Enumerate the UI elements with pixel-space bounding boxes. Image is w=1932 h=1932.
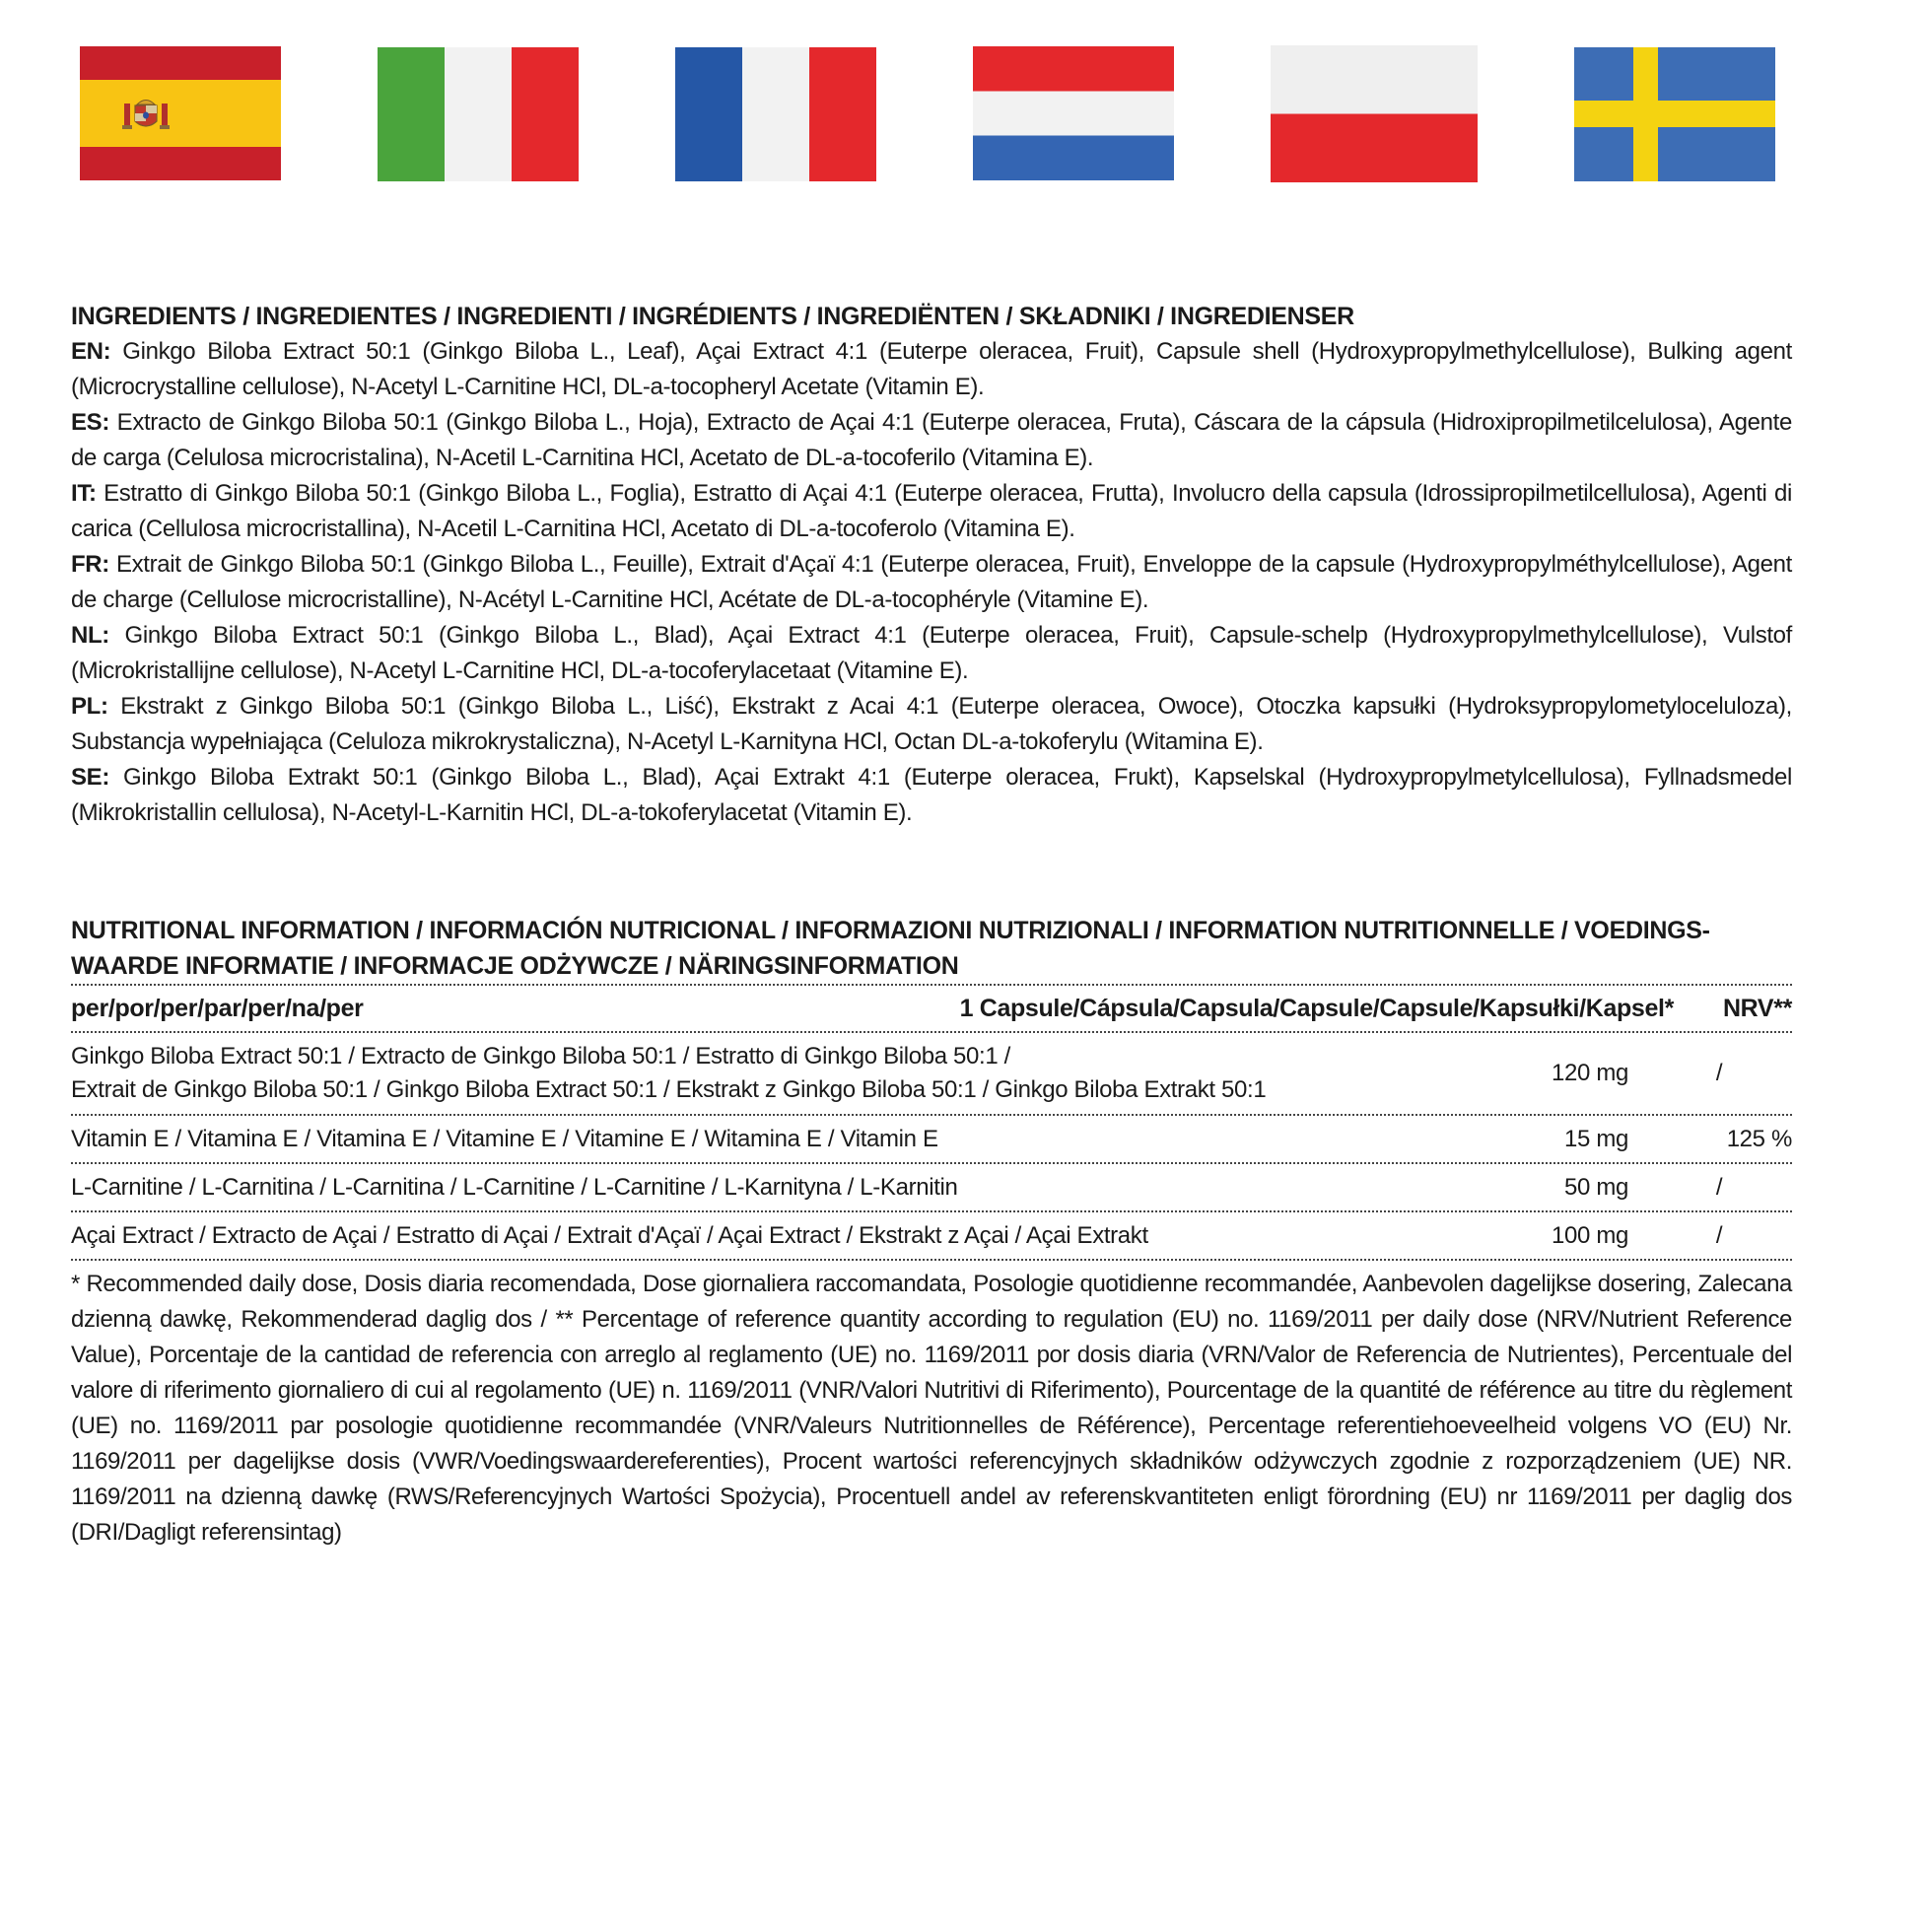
france-flag-icon [675,47,876,181]
ingredients-list [71,334,1792,831]
table-row [71,1033,1792,1114]
header-nrv: NRV** [1722,994,1792,1022]
row-name: L-Carnitine / L-Carnitina / L-Carnitina / L-Carnitine / L-Carnitine / L-Karnityna / L-Karnitin [71,1173,958,1201]
nutrition-heading [71,913,1792,984]
ingredient-se: SE: Ginkgo Biloba Extrakt 50:1 (Ginkgo Biloba L., Blad), Açai Extrakt 4:1 (Euterpe oleracea, Frukt), Kapselskal (Hydroxypropylmetylcellulosa), Fyllnadsmedel (Mikrokristallin cellulosa), N-Acetyl-L-Karnitin HCl, DL-a-tokoferylacetat (Vitamin E). [71,764,1792,826]
netherlands-flag-icon [973,46,1174,180]
ingredient-it: IT: Estratto di Ginkgo Biloba 50:1 (Ginkgo Biloba L., Foglia), Estratto di Açai 4:1 (Euterpe oleracea, Frutta), Involucro della capsula (Idrossipropilmetilcellulosa), Agenti di carica (Cellulosa microcristallina), N-Acetil L-Carnitina HCl, Acetato di DL-a-tocoferolo (Vitamina E). [71,480,1792,542]
row-name: Ginkgo Biloba Extract 50:1 / Extracto de Ginkgo Biloba 50:1 / Estratto di Ginkgo Biloba 50:1 / Extrait de Ginkgo Biloba 50:1 / Ginkgo Biloba Extract 50:1 / Ekstrakt z Ginkgo Biloba 50:1 / Ginkgo Biloba Extrakt 50:1 [71,1043,1267,1103]
table-row [71,1164,1792,1210]
row-nrv: / [1715,1173,1723,1201]
nutrition-footnote: * Recommended daily dose, Dosis diaria recomendada, Dose giornaliera raccomandata, Posologie quotidienne recommandée, Aanbevolen dagelijkse dosering, Zalecana dzienną dawkę, Rekommenderad daglig dos / ** Percentage of reference quantity according to regulation (EU) no. 1169/2011 per daily dose (NRV/Nutrient Reference Value), Porcentaje de la cantidad de referencia con arreglo al reglamento (UE) no. 1169/2011 por dosis diaria (VRN/Valor de Referencia de Nutrientes), Percentuale del valore di riferimento giornaliero di cui al regolamento (UE) n. 1169/2011 (VNR/Valori Nutritivi di Riferimento), Pourcentage de la quantité de référence au titre du règlement (UE) no. 1169/2011 par posologie quotidienne recommandée (VNR/Valeurs Nutritionnelles de Référence), Percentage referentiehoeveelheid volgens VO (EU) Nr. 1169/2011 per dagelijkse dosis (VWR/Voedingswaardereferenties), Procent wartości referencyjnych składników odżywczych zgodnie z rozporządzeniem (UE) NR. 1169/2011 na dzienną dawkę (RWS/Referencyjnych Wartości Spożycia), Procentuell andel av referenskvantiteten enligt förordning (EU) nr 1169/2011 per daglig dos (DRI/Dagligt referensintag) [71,1271,1792,1546]
italy-flag-icon [378,47,579,181]
ingredients-heading: INGREDIENTS / INGREDIENTES / INGREDIENTI / INGRÉDIENTS / INGREDIËNTEN / SKŁADNIKI / INGREDIENSER [71,303,1354,330]
ingredient-fr: FR: Extrait de Ginkgo Biloba 50:1 (Ginkgo Biloba L., Feuille), Extrait d'Açaï 4:1 (Euterpe oleracea, Fruit), Enveloppe de la capsule (Hydroxypropylméthylcellulose), Agent de charge (Cellulose microcristalline), N-Acétyl L-Carnitine HCl, Acétate de DL-a-tocophéryle (Vitamine E). [71,551,1792,613]
row-name: Vitamin E / Vitamina E / Vitamina E / Vitamine E / Vitamine E / Witamina E / Vitamin E [71,1125,938,1152]
row-amount: 15 mg [1564,1125,1628,1152]
spain-coat-of-arms-icon [121,96,171,133]
nutrition-table-header [71,986,1792,1031]
spain-flag-icon [80,46,281,180]
ingredient-nl: NL: Ginkgo Biloba Extract 50:1 (Ginkgo Biloba L., Blad), Açai Extract 4:1 (Euterpe oleracea, Fruit), Capsule-schelp (Hydroxypropylmethylcellulose), Vulstof (Microkristallijne cellulose), N-Acetyl L-Carnitine HCl, DL-a-tocoferylacetaat (Vitamine E). [71,622,1792,684]
ingredient-en: EN: Ginkgo Biloba Extract 50:1 (Ginkgo Biloba L., Leaf), Açai Extract 4:1 (Euterpe oleracea, Fruit), Capsule shell (Hydroxypropylmethylcellulose), Bulking agent (Microcrystalline cellulose), N-Acetyl L-Carnitine HCl, DL-a-tocopheryl Acetate (Vitamin E). [71,338,1792,400]
flags-row [0,45,1932,183]
row-nrv: 125 % [1726,1125,1792,1152]
table-row [71,1116,1792,1162]
row-amount: 120 mg [1552,1060,1628,1086]
row-nrv: / [1715,1221,1723,1249]
row-amount: 100 mg [1552,1221,1628,1249]
ingredient-pl: PL: Ekstrakt z Ginkgo Biloba 50:1 (Ginkgo Biloba L., Liść), Ekstrakt z Acai 4:1 (Euterpe oleracea, Owoce), Otoczka kapsułki (Hydroksypropylometyloceluloza), Substancja wypełniająca (Celuloza mikrokrystaliczna), N-Acetyl L-Karnityna HCl, Octan DL-a-tokoferylu (Witamina E). [71,693,1792,755]
ingredient-es: ES: Extracto de Ginkgo Biloba 50:1 (Ginkgo Biloba L., Hoja), Extracto de Açai 4:1 (Euterpe oleracea, Fruta), Cáscara de la cápsula (Hidroxipropilmetilcelulosa), Agente de carga (Celulosa microcristalina), N-Acetil L-Carnitina HCl, Acetato de DL-a-tocoferilo (Vitamina E). [71,409,1792,471]
nutrition-heading-line1: NUTRITIONAL INFORMATION / INFORMACIÓN NUTRICIONAL / INFORMAZIONI NUTRIZIONALI / INFORMATION NUTRITIONNELLE / VOEDINGS- [71,917,1710,944]
poland-flag-icon [1271,45,1478,182]
sweden-flag-icon [1574,47,1775,181]
header-per: per/por/per/par/per/na/per [71,994,364,1022]
row-amount: 50 mg [1564,1173,1628,1201]
row-name: Açai Extract / Extracto de Açai / Estratto di Açai / Extrait d'Açaï / Açai Extract / Ekstrakt z Açai / Açai Extrakt [71,1221,1148,1249]
header-serving: 1 Capsule/Cápsula/Capsula/Capsule/Capsule/Kapsułki/Kapsel* [959,994,1674,1022]
table-row [71,1212,1792,1259]
ingredients-section [71,299,1792,831]
nutrition-section [71,913,1792,1551]
nutrition-heading-line2: WAARDE INFORMATIE / INFORMACJE ODŻYWCZE / NÄRINGSINFORMATION [71,952,959,980]
row-nrv: / [1715,1060,1723,1086]
